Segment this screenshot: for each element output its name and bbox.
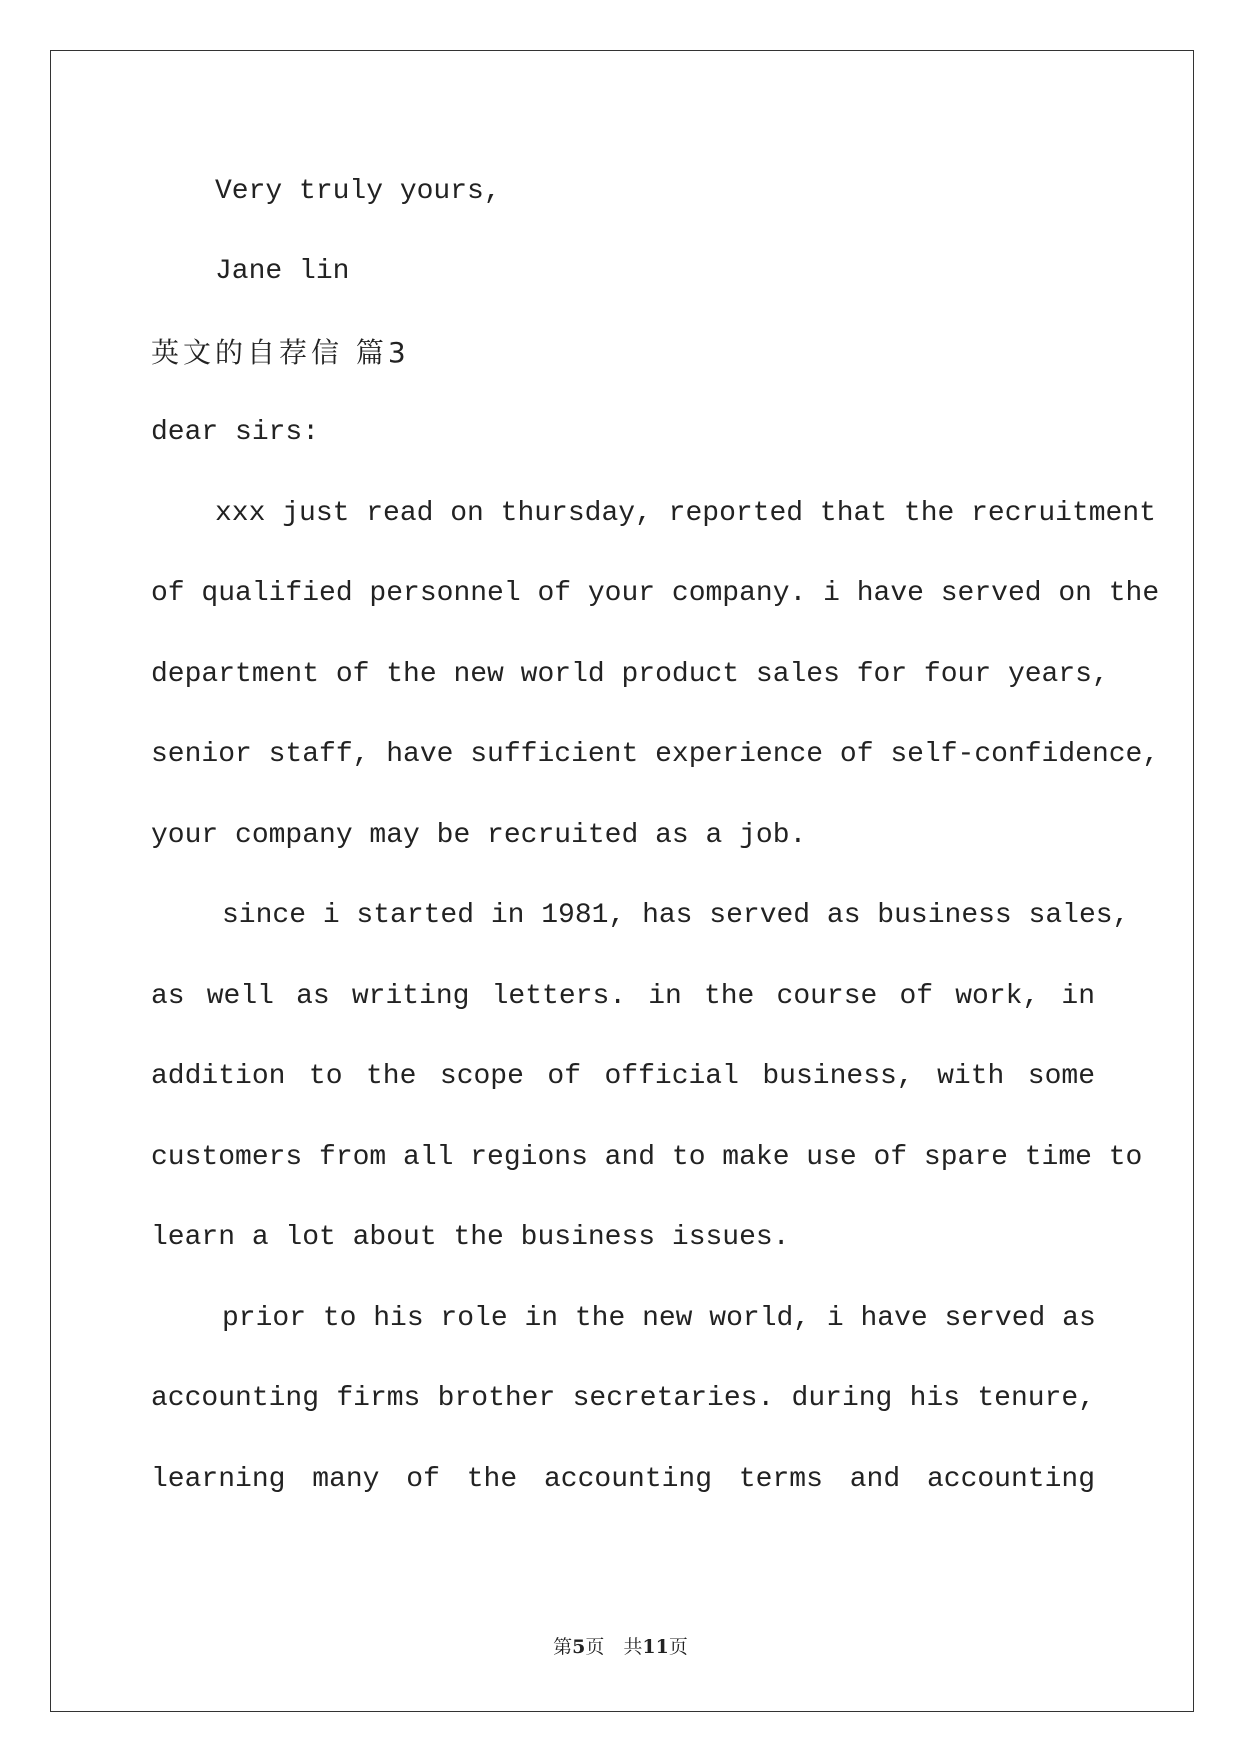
paragraph-line: as well as writing letters. in the course of work, in [151, 981, 1095, 1012]
salutation: dear sirs: [151, 417, 320, 448]
paragraph-line: xxx just read on thursday, reported that the recruitment [215, 498, 1156, 529]
paragraph-line: prior to his role in the new world, i have served as [222, 1303, 1096, 1334]
paragraph-line: of qualified personnel of your company. i have served on the [151, 578, 1160, 609]
current-page-number: 5 [572, 1636, 586, 1658]
valediction: Very truly yours, [215, 176, 501, 207]
footer-prefix: 第 [553, 1636, 573, 1658]
paragraph-line: department of the new world product sales for four years, [151, 659, 1109, 690]
paragraph-line: since i started in 1981, has served as business sales, [222, 900, 1130, 931]
total-page-number: 11 [642, 1636, 669, 1658]
paragraph-line: addition to the scope of official business, with some [151, 1061, 1095, 1092]
footer-middle: 页 共 [585, 1636, 643, 1658]
footer-suffix: 页 [668, 1636, 688, 1658]
section-heading: 英文的自荐信 篇3 [151, 336, 410, 369]
page-footer [0, 1632, 1241, 1659]
paragraph-line: accounting firms brother secretaries. during his tenure, [151, 1383, 1095, 1414]
paragraph-line: customers from all regions and to make use of spare time to [151, 1142, 1143, 1173]
paragraph-line: learn a lot about the business issues. [151, 1222, 790, 1253]
signature: Jane lin [215, 256, 350, 287]
paragraph-line: learning many of the accounting terms and accounting [151, 1464, 1095, 1495]
paragraph-line: senior staff, have sufficient experience of self-confidence, [151, 739, 1160, 770]
paragraph-line: your company may be recruited as a job. [151, 820, 807, 851]
